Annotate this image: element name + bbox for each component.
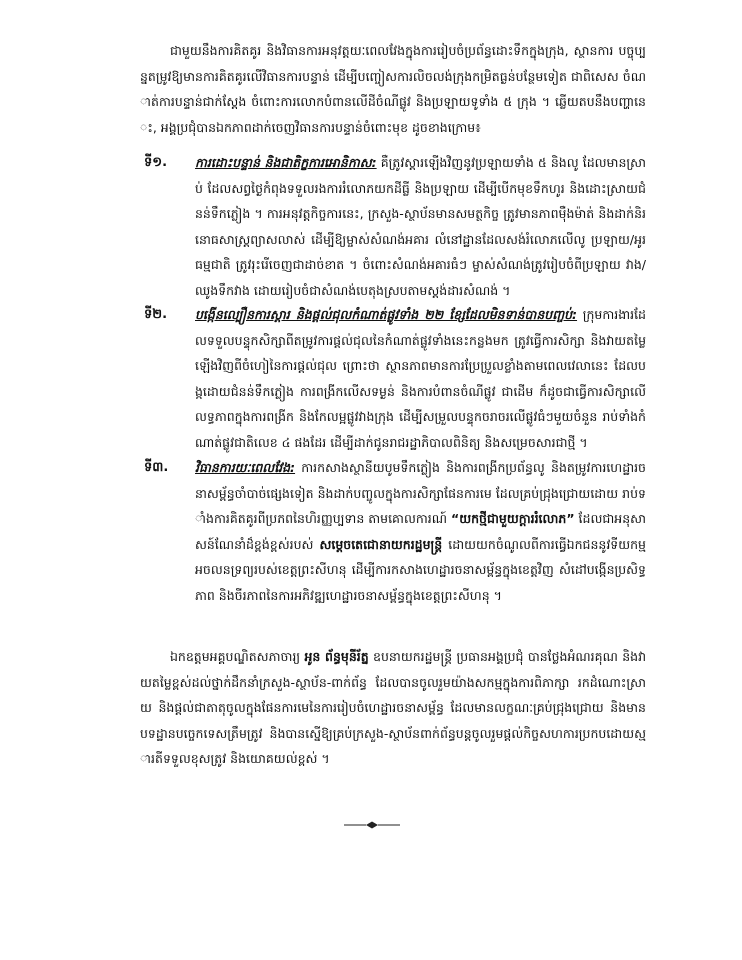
item-number: ទី១. bbox=[144, 155, 168, 170]
item-heading: វិធានការយៈពេលវែង: bbox=[195, 460, 296, 475]
closing-after: ឧបនាយករដ្ឋមន្ត្រី ប្រធានអង្គប្រជុំ បានថ្លែងអំណរគុណ និងវាយតម្លៃខ្ពស់ដល់ថ្នាក់ដឹកនាំក្រសួង-ស្ថាប័ន-ពាក់ព័ន្ធ ដែលបានចូលរួមយ៉ាងសកម្មក្នុងការពិភាក្សា រកដំណោះស្រាយ និងផ្តល់ជាតាតុចូលក្នុងផែនការមេនៃការរៀបចំហេដ្ឋារចនាសម្ព័ន្ធ ដែលមានលក្ខណៈគ្រប់ជ្រុងជ្រោយ និងមានបទដ្ឋានបច្ចេកទេសត្រឹមត្រូវ និងបានស្នើឱ្យគ្រប់ក្រសួង-ស្ថាប័នពាក់ព័ន្ធបន្តចូលរួមផ្តល់កិច្ចសហការប្រកបដោយស្មារតីទទួលខុសត្រូវ និងយោគយល់ខ្ពស់ ។ bbox=[140, 649, 646, 766]
item-text: គឺត្រូវស្តារឡើងវិញនូវប្រឡាយទាំង ៥ និងលូ ដែលមានស្រាប់ ដែលសព្វថ្ងៃកំពុងទទួលរងការរំលោភយកដីធ្លី និងប្រឡាយ ដើម្បីបើកមុខទឹកហូរ និងដោះស្រាយជំនន់ទឹកភ្លៀង ។ ការអនុវត្តកិច្ចការនេះ, ក្រសួង-ស្ថាប័នមានសមត្ថកិច្ច ត្រូវមានភាពម៉ឺងម៉ាត់ និងដាក់និរនោធសាស្ត្រព្យាសលាស់ ដើម្បីឱ្យម្ចាស់សំណង់អគារ លំនៅដ្ឋានដែលសង់រំលោភលើលូ ប្រឡាយ/អូរធម្មជាតិ ត្រូវរុះរើចេញជាដាច់ខាត ។ ចំពោះសំណង់អគារធំៗ ម្ចាស់សំណង់ត្រូវរៀបចំពីប្រឡាយ វាង/ឈូងទឹកវាង ដោយរៀបចំជាសំណង់បេតុងស្របតាមស្តង់ដារសំណង់ ។ bbox=[195, 155, 646, 298]
item-heading: បង្កើនល្បឿនការស្តារ និងផ្តល់ជុលកំណាត់ផ្លូវទាំង ២២ ខ្សែដែលមិនទាន់បានបញ្ចប់: bbox=[195, 307, 578, 322]
closing-paragraph bbox=[140, 644, 646, 772]
item-text-before: ការកសាងស្ថានីយបូមទឹកភ្លៀង និងការពង្រីកប្រព័ន្ធលូ និងតម្រូវការហេដ្ឋារចនាសម្ព័ន្ធចាំបាច់ផ្សេងទៀត និងដាក់បញ្ចូលក្នុងការសិក្សាផែនការមេ ដែលគ្រប់ជ្រុងជ្រោយដោយ រាប់ទាំងការគិតគូរពីប្រភពនៃហិរញ្ញប្បទាន តាមគោលការណ៍ bbox=[195, 460, 646, 526]
item-body bbox=[195, 455, 646, 608]
item-body bbox=[195, 302, 646, 455]
principle-quote: “យកថ្មីជាមួយក្តាររំលោភ” bbox=[451, 511, 575, 526]
divider-ornament-icon bbox=[344, 820, 400, 830]
item-body bbox=[195, 150, 646, 303]
official-name: អូន ព័ន្ធមុនីរ័ត្ន bbox=[304, 649, 369, 664]
item-number: ទី៣. bbox=[144, 460, 169, 475]
closing-before: ឯកឧត្តមអគ្គបណ្ឌិតសភាចារ្យ bbox=[170, 649, 305, 664]
intro-paragraph: ជាមួយនឹងការគិតគូរ និងវិធានការអនុវត្តយៈពេលវែងក្នុងការរៀបចំប្រព័ន្ធដោះទឹកក្នុងក្រុង, ស្ថានការ បច្ចុប្បន្នតម្រូវឱ្យមានការគិតគូរលើវិធានការបន្ទាន់ ដើម្បីបញ្ចៀសការលិចលង់ក្រុងកម្រិតធ្ងន់បន្ថែមទៀត ជាពិសេស ចំណាត់ការបន្ទាន់ជាក់ស្តែង ចំពោះការលោកបំពានលើដីចំណីផ្លូវ និងប្រឡាយទូទាំង ៥ ក្រុង ។ ឆ្លើយតបនឹងបញ្ហានេះ, អង្គប្រជុំបានឯកភាពដាក់ចេញវិធានការបន្ទាន់ចំពោះមុខ ដូចខាងក្រោម៖ bbox=[140, 43, 646, 135]
item-text: ក្រុមការងារដែលទទួលបន្ទុកសិក្សាពីតម្រូវការផ្តល់ជុលនៃកំណាត់ផ្លូវទាំងនេះកន្លងមក ត្រូវធ្វើការសិក្សា និងវាយតម្លៃឡើងវិញពីចំហៀនៃការផ្តល់ជុល ព្រោះថា ស្ថានភាពមានការប្រែប្រួលខ្លាំងតាមពេលវេលានេះ ដែលបង្កដោយជំនន់ទឹកភ្លៀង ការពង្រីកលើសទម្ងន់ និងការបំពានចំណីផ្លូវ ជាដើម ក៏ដូចជាធ្វើការសិក្សាលើលទ្ធភាពក្នុងការពង្រីក និងកែលម្អផ្លូវវាងក្រុង ដើម្បីសម្រួលបន្ទុកចរាចរលើផ្លូវធំៗមួយចំនួន រាប់ទាំងកំណាត់ផ្លូវជាតិលេខ ៤ ផងដែរ ដើម្បីដាក់ជូនរាជរដ្ឋាភិបាលពិនិត្យ និងសម្រេចសារជាថ្មី ។ bbox=[195, 307, 646, 450]
item-text-after: ដោយយកចំណូលពីការធ្វើឯកជននូវទីយកម្មអចលនទ្រព្យរបស់ខេត្តព្រះសីហនុ ដើម្បីការកសាងហេដ្ឋារចនាសម្ព័ន្ធក្នុងខេត្តវិញ សំដៅបង្កើនប្រសិទ្ធភាព និងចីរភាពនៃការអភិវឌ្ឍហេដ្ឋារចនាសម្ព័ន្ធក្នុងខេត្តព្រះសីហនុ ។ bbox=[195, 536, 646, 603]
item-number: ទី២. bbox=[144, 307, 168, 322]
item-heading: ការដោះបន្ទាន់ និងជាតិក្ខការអោនិកាស: bbox=[195, 155, 377, 170]
item-text-middle: ដែលជាអនុសាសន៍ណែនាំដ៏ខ្ពង់ខ្ពស់របស់ bbox=[195, 511, 647, 552]
leader-title: សម្តេចតេជោនាយករដ្ឋមន្ត្រី bbox=[319, 536, 443, 552]
